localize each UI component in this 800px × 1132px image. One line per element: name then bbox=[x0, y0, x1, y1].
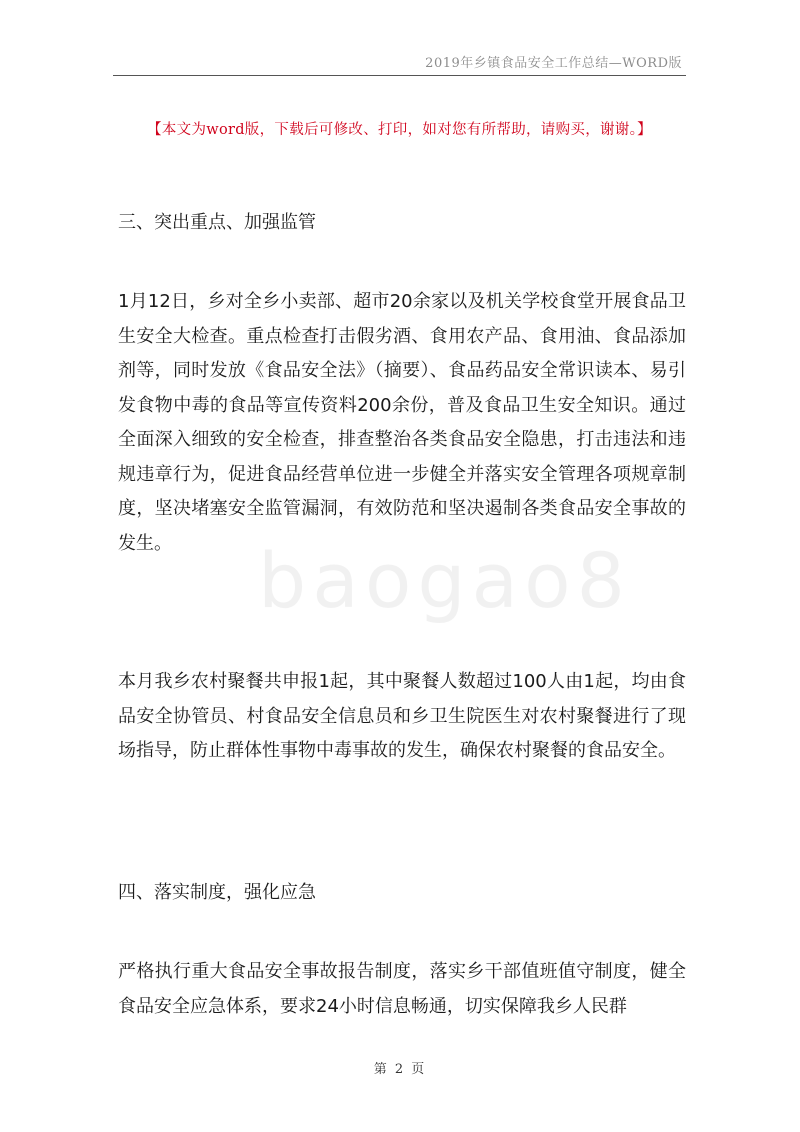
paragraph-rural-banquet: 本月我乡农村聚餐共申报1起，其中聚餐人数超过100人由1起，均由食品安全协管员、村食品安全信息员和乡卫生院医生对农村聚餐进行了现场指导，防止群体性事物中毒事故的发生，确保农村聚餐的食品安全。 bbox=[118, 671, 686, 761]
purchase-notice: 【本文为word版，下载后可修改、打印，如对您有所帮助，请购买，谢谢。】 bbox=[147, 122, 652, 138]
header-title: 2019年乡镇食品安全工作总结—WORD版 bbox=[425, 56, 682, 71]
section-heading-3: 三、突出重点、加强监管 bbox=[118, 212, 316, 233]
paragraph-emergency: 严格执行重大食品安全事故报告制度，落实乡干部值班值守制度，健全食品安全应急体系，要求24小时信息畅通，切实保障我乡人民群 bbox=[118, 961, 686, 1017]
page-number: 第 2 页 bbox=[373, 1062, 427, 1077]
header-divider bbox=[113, 75, 686, 76]
section-heading-4: 四、落实制度，强化应急 bbox=[118, 882, 316, 903]
watermark-logo: baogao8 bbox=[258, 536, 631, 625]
paragraph-inspection: 1月12日，乡对全乡小卖部、超市20余家以及机关学校食堂开展食品卫生安全大检查。重点检查打击假劣酒、食用农产品、食用油、食品添加剂等，同时发放《食品安全法》（摘要）、食品药品安全常识读本、易引发食物中毒的食品等宣传资料200余份，普及食品卫生安全知识。通过全面深入细致的安全检查，排查整治各类食品安全隐患，打击违法和违规违章行为，促进食品经营单位进一步健全并落实安全管理各项规章制度，坚决堵塞安全监管漏洞，有效防范和坚决遏制各类食品安全事故的发生。 bbox=[118, 291, 686, 554]
